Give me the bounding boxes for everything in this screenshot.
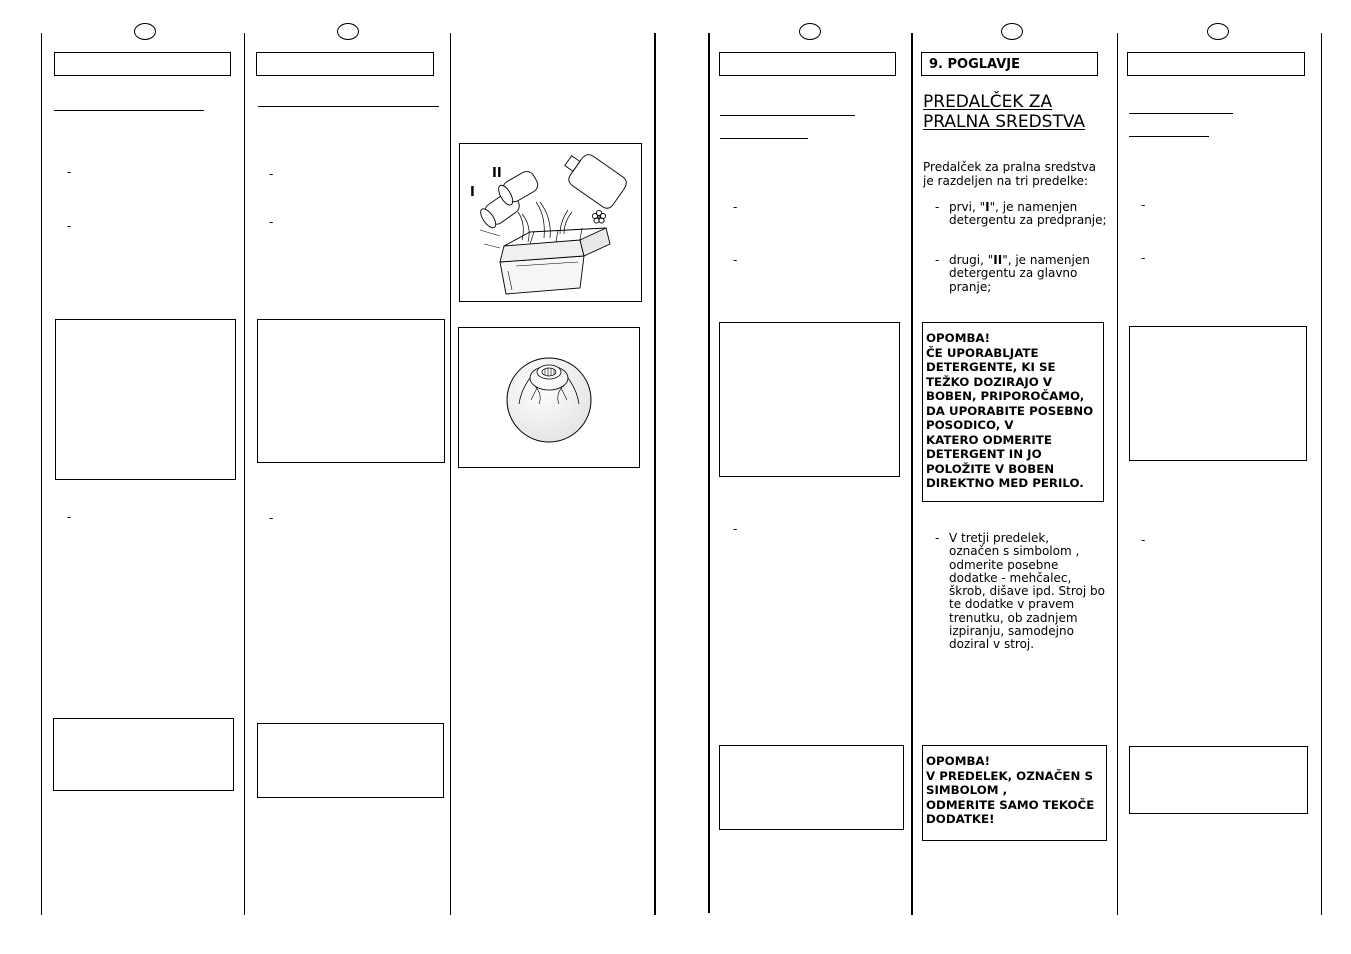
page-edge-rule (708, 33, 710, 913)
note-line: DIREKTNO MED PERILO. (926, 476, 1084, 490)
bullet-dash: - (67, 219, 72, 233)
note-line: POSODICO, V (926, 418, 1014, 432)
chapter-heading-box (1127, 52, 1305, 76)
bullet-dash: - (1141, 533, 1146, 547)
column-rule (450, 33, 451, 915)
note-line: BOBEN, PRIPOROČAMO, (926, 389, 1085, 403)
language-circle (337, 23, 359, 40)
note-box (1129, 326, 1307, 461)
column-rule (41, 33, 42, 915)
bullet-dash: - (733, 200, 738, 214)
compartment-label-I: I (470, 185, 475, 200)
chapter-heading-box (921, 52, 1098, 76)
language-circle (1207, 23, 1229, 40)
flower-icon (592, 210, 605, 223)
note-line: DA UPORABITE POSEBNO (926, 403, 1094, 418)
dosing-ball-figure (458, 327, 640, 468)
column-rule (1117, 33, 1118, 915)
note-box (719, 745, 904, 830)
note-line: ČE UPORABLJATE (926, 345, 1039, 360)
note-line: OPOMBA! (926, 754, 990, 768)
language-circle (134, 23, 156, 40)
title-underline (720, 115, 855, 116)
bullet-dash: - (1141, 198, 1146, 212)
page-edge-rule (654, 33, 656, 915)
compartment-text: prvi, "I", je namenjen detergentu za predpranje; (949, 200, 1107, 228)
compartment-mark: I (985, 200, 990, 214)
note-box (719, 322, 900, 477)
warning-note-box (922, 322, 1104, 502)
compartment-mark: II (993, 253, 1003, 267)
chapter-heading-box (54, 52, 231, 76)
note-line: KATERO ODMERITE (926, 432, 1052, 447)
note-box (257, 319, 445, 463)
compartment-item (935, 201, 1115, 243)
bullet-dash: - (935, 200, 940, 214)
note-line: DETERGENTE, KI SE (926, 360, 1056, 374)
bullet-dash: - (269, 511, 274, 525)
title-underline (720, 138, 808, 139)
section-title (923, 92, 1085, 132)
section-title-line: PRALNA SREDSTVA (923, 112, 1086, 132)
title-underline (258, 106, 439, 107)
title-underline (1129, 113, 1233, 114)
note-line: SIMBOLOM , (926, 783, 1008, 797)
bullet-dash: - (269, 215, 274, 229)
note-box (55, 319, 236, 480)
column-rule (1321, 33, 1322, 915)
title-underline (1129, 136, 1209, 137)
language-circle (1001, 23, 1023, 40)
bullet-dash: - (733, 253, 738, 267)
note-line: DETERGENT IN JO (926, 447, 1042, 461)
third-compartment-text: V tretji predelek, označen s simbolom , odmerite posebne dodatke - mehčalec, škrob, dišave ipd. Stroj bo te dodatke v pravem trenutku, ob zadnjem izpiranju, samodejno doziral v stroj. (949, 531, 1105, 652)
column-rule (244, 33, 245, 915)
note-line: TEŽKO DOZIRAJO V (926, 374, 1053, 389)
intro-line: Predalček za pralna sredstva (923, 160, 1096, 174)
note-line: OPOMBA! (926, 331, 990, 345)
chapter-heading-box (256, 52, 434, 76)
note-line: POLOŽITE V BOBEN (926, 461, 1055, 476)
detergent-drawer-figure (459, 143, 642, 302)
warning-note-box (922, 745, 1107, 841)
bullet-dash: - (1141, 251, 1146, 265)
bullet-dash: - (67, 165, 72, 179)
note-line: DODATKE! (926, 812, 995, 826)
bullet-dash: - (269, 167, 274, 181)
bullet-dash: - (935, 253, 940, 267)
dosing-ball-illustration (459, 328, 638, 466)
section-title-line: PREDALČEK ZA (923, 92, 1053, 112)
third-compartment-item (935, 532, 1115, 657)
chapter-heading-box (719, 52, 896, 76)
note-box (53, 718, 234, 791)
bullet-dash: - (733, 522, 738, 536)
chapter-heading: 9. POGLAVJE (929, 57, 1020, 72)
note-box (257, 723, 444, 798)
title-underline (54, 110, 204, 111)
intro-line: je razdeljen na tri predelke: (923, 173, 1089, 188)
note-line: V PREDELEK, OZNAČEN S (926, 768, 1093, 783)
compartment-text: drugi, "II", je namenjen detergentu za glavno pranje; (949, 253, 1090, 294)
intro-paragraph (923, 161, 1096, 188)
note-line: ODMERITE SAMO TEKOČE (926, 797, 1095, 812)
bullet-dash: - (935, 531, 940, 545)
note-box (1129, 746, 1308, 814)
detergent-drawer-illustration (460, 144, 640, 300)
compartment-item (935, 254, 1115, 296)
column-rule (911, 33, 913, 915)
compartment-label-II: II (492, 166, 502, 181)
bullet-dash: - (67, 510, 72, 524)
language-circle (799, 23, 821, 40)
